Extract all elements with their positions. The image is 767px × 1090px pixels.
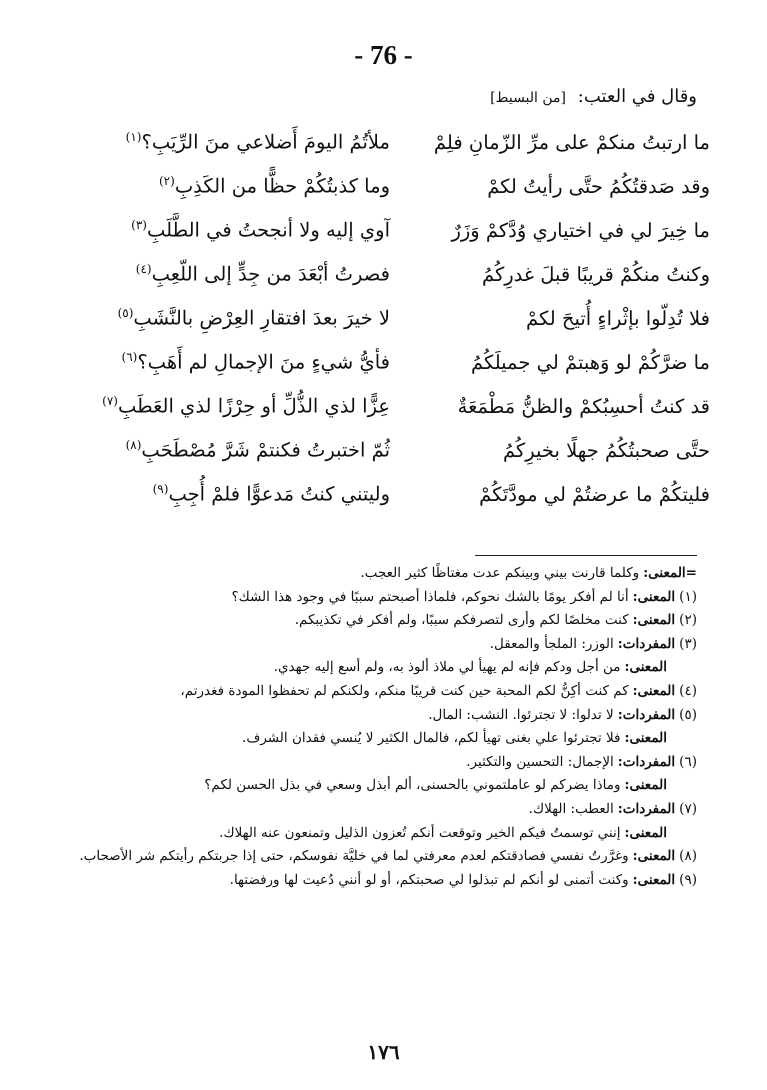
footnote-label: المفردات: bbox=[617, 635, 676, 652]
verse-first-hemistich: ما خِيرَ لي في اختياري وُدَّكمْ وَزَرٌ bbox=[451, 218, 710, 242]
footnote-number: (٢) bbox=[679, 612, 697, 629]
footnote-label: المعنى: bbox=[624, 659, 667, 676]
footnote-line bbox=[57, 680, 697, 704]
footnote-text: كم كنت أكِنُّ لكم المحبة حين كنت قريبًا منكم، ولكنكم لم تحفظوا المودة فغدرتم، bbox=[180, 682, 629, 699]
footnote-line bbox=[57, 774, 697, 798]
footnote-marker: (٢) bbox=[158, 174, 175, 189]
footnote-line bbox=[57, 656, 697, 680]
footnote-line bbox=[57, 633, 697, 657]
verse-second-hemistich bbox=[70, 394, 390, 418]
footnote-label: المعنى: bbox=[632, 588, 676, 605]
verse-line bbox=[70, 340, 710, 384]
footnote-number: (٤) bbox=[679, 682, 697, 699]
footnote-number: (٣) bbox=[679, 635, 697, 652]
footnote-number: (٦) bbox=[679, 753, 697, 770]
footnote-text: الإجمال: التحسين والتكثير. bbox=[466, 753, 614, 770]
footnote-line bbox=[57, 845, 697, 869]
footnote-text: وكنت أتمنى لو أنكم لم تبذلوا لي صحبتكم، أو لو أنني دُعيت لها ورفضتها. bbox=[229, 871, 629, 888]
verse-first-hemistich: وكنتُ منكُمْ قريبًا قبلَ غدرِكُمُ bbox=[481, 262, 710, 286]
verse-second-hemistich bbox=[70, 218, 390, 242]
verse-second-hemistich bbox=[70, 482, 390, 506]
poem-verses bbox=[70, 120, 710, 516]
verse-line bbox=[70, 120, 710, 164]
verse-second-text: وليتني كنتُ مَدعوًّا فلمْ أُجِبِ bbox=[168, 482, 390, 506]
verse-first-hemistich: فليتكُمْ ما عرضتُمْ لي مودَّتَكُمْ bbox=[479, 482, 710, 506]
footnote-line bbox=[57, 609, 697, 633]
footnote-marker: (٦) bbox=[121, 350, 138, 365]
verse-second-text: عِزًّا لذي الذُّلِّ أو حِرْزًا لذي العَطَبِ bbox=[117, 394, 390, 418]
verse-second-hemistich bbox=[70, 350, 390, 374]
footnote-text: العطب: الهلاك. bbox=[528, 800, 614, 817]
verse-line bbox=[70, 164, 710, 208]
footnote-text: وكلما قارنت بيني وبينكم عدت مغتاظًا كثير العجب. bbox=[360, 565, 640, 581]
footnote-text: أنا لم أفكر يومًا بالشك نحوكم، فلماذا أصبحتم سببًا في وجود هذا الشك؟ bbox=[231, 588, 629, 605]
verse-line bbox=[70, 384, 710, 428]
footnote-label: المعنى: bbox=[624, 730, 667, 747]
footnote-divider bbox=[475, 555, 697, 556]
verse-second-hemistich bbox=[70, 262, 390, 286]
verse-line bbox=[70, 472, 710, 516]
footnote-line bbox=[57, 751, 697, 775]
footnote-number: (١) bbox=[679, 588, 697, 605]
footnote-marker: (١) bbox=[125, 130, 142, 145]
footnote-number: (٨) bbox=[679, 848, 697, 865]
footnote-number: (٧) bbox=[679, 800, 697, 817]
verse-first-hemistich: ما ارتبتُ منكمْ على مرِّ الزّمانِ فلِمْ bbox=[433, 130, 710, 154]
footnote-label: المفردات: bbox=[617, 800, 676, 817]
verse-second-text: فصرتُ أبْعَدَ من جِدٍّ إلى اللّعِبِ bbox=[151, 262, 390, 286]
footnote-marker: (٧) bbox=[102, 394, 118, 409]
verse-second-text: وما كذبتُكُمْ حظًّا من الكَذِبِ bbox=[174, 174, 390, 198]
verse-second-text: آوي إليه ولا أنجحتُ في الطَّلَبِ bbox=[146, 218, 390, 242]
poem-intro bbox=[490, 86, 697, 107]
footnote-line bbox=[57, 869, 697, 893]
footnote-line bbox=[57, 822, 697, 846]
footnote-text: إنني توسمتُ فيكم الخير وتوقعت أنكم تُعزون الذليل وتمنعون عنه الهلاك. bbox=[219, 824, 621, 841]
footnote-number: (٥) bbox=[679, 706, 697, 723]
meter-label: [من البسيط] bbox=[490, 90, 567, 106]
verse-first-hemistich: قد كنتُ أحسِبُكمْ والظنُّ مَطْمَعَةٌ bbox=[457, 394, 710, 418]
footnote-label: المفردات: bbox=[617, 706, 676, 723]
folio-number: ١٧٦ bbox=[367, 1040, 400, 1064]
footnote-line bbox=[57, 798, 697, 822]
verse-second-text: لا خيرَ بعدَ افتقارِ العِرْضِ بالنَّشَبِ bbox=[133, 306, 390, 330]
footnote-line bbox=[57, 586, 697, 610]
verse-line bbox=[70, 252, 710, 296]
verse-second-text: ملأتُمُ اليومَ أَضلاعي منَ الرِّيَبِ؟ bbox=[141, 130, 390, 154]
footnote-text: كنت مخلصًا لكم وأرى لتصرفكم سببًا، ولم أفكر في تكذيبكم. bbox=[294, 612, 629, 629]
footnote-label: المعنى: bbox=[624, 777, 667, 794]
footnote-label: المفردات: bbox=[617, 753, 676, 770]
footnote-label: المعنى: bbox=[632, 848, 676, 865]
footnote-line bbox=[57, 562, 697, 586]
footnote-marker: (٨) bbox=[125, 438, 142, 453]
verse-line bbox=[70, 428, 710, 472]
verse-second-hemistich bbox=[70, 438, 390, 462]
footnote-text: وماذا يضركم لو عاملتموني بالحسنى، ألم أبذل وسعي في بذل الحسن لكم؟ bbox=[204, 777, 621, 794]
intro-text: وقال في العتب: bbox=[577, 86, 697, 107]
verse-second-hemistich bbox=[70, 130, 390, 154]
page-number: - 76 - bbox=[354, 40, 413, 70]
verse-second-hemistich bbox=[70, 306, 390, 330]
footnote-label: المعنى: bbox=[632, 612, 676, 629]
verse-first-hemistich: وقد صَدقتُكُمُ حتَّى رأيتُ لكمْ bbox=[487, 174, 710, 198]
footnote-marker: (٤) bbox=[135, 262, 152, 277]
footnote-text: لا تدلوا: لا تجترئوا. النشب: المال. bbox=[428, 706, 614, 723]
verse-first-hemistich: ما ضرَّكُمْ لو وَهبتمْ لي جميلَكُمُ bbox=[470, 350, 710, 374]
footnote-label: =المعنى: bbox=[643, 565, 697, 581]
footnote-text: وغرَّرتُ نفسي فصادقتكم لعدم معرفتي لما في خليَّة نفوسكم، حتى إذا جربتكم رأيتكم شر الأصحاب. bbox=[79, 848, 629, 865]
footnote-line bbox=[57, 727, 697, 751]
footnote-text: فلا تجترئوا علي بغنى تهيأ لكم، فالمال الكثير لا يُنسي فقدان الشرف. bbox=[242, 730, 621, 747]
verse-first-hemistich: فلا تُدِلّوا بإثْراءٍ أُتيحَ لكمْ bbox=[526, 306, 710, 330]
footnote-number: (٩) bbox=[679, 871, 697, 888]
footnote-text: الوزر: الملجأ والمعقل. bbox=[489, 635, 614, 652]
verse-line bbox=[70, 296, 710, 340]
footnotes bbox=[57, 562, 697, 892]
footnote-label: المعنى: bbox=[624, 824, 667, 841]
footnote-text: من أجل ودكم فإنه لم يهيأ لي ملاذ ألوذ به، ولم أسع إليه جهدي. bbox=[273, 659, 621, 676]
footnote-marker: (٥) bbox=[117, 306, 134, 321]
verse-second-text: فأيُّ شيءٍ منَ الإجمالِ لم أَهَبِ؟ bbox=[137, 350, 390, 374]
verse-first-hemistich: حتَّى صحبتُكُمُ جهلًا بخيرِكُمُ bbox=[502, 438, 710, 462]
footnote-marker: (٣) bbox=[131, 218, 147, 233]
footnote-label: المعنى: bbox=[632, 871, 676, 888]
footnote-line bbox=[57, 704, 697, 728]
verse-second-text: ثُمّ اختبرتُ فكنتمْ شَرَّ مُصْطَحَبِ bbox=[141, 438, 390, 462]
footnote-label: المعنى: bbox=[632, 682, 676, 699]
verse-second-hemistich bbox=[70, 174, 390, 198]
footnote-marker: (٩) bbox=[152, 482, 169, 497]
verse-line bbox=[70, 208, 710, 252]
